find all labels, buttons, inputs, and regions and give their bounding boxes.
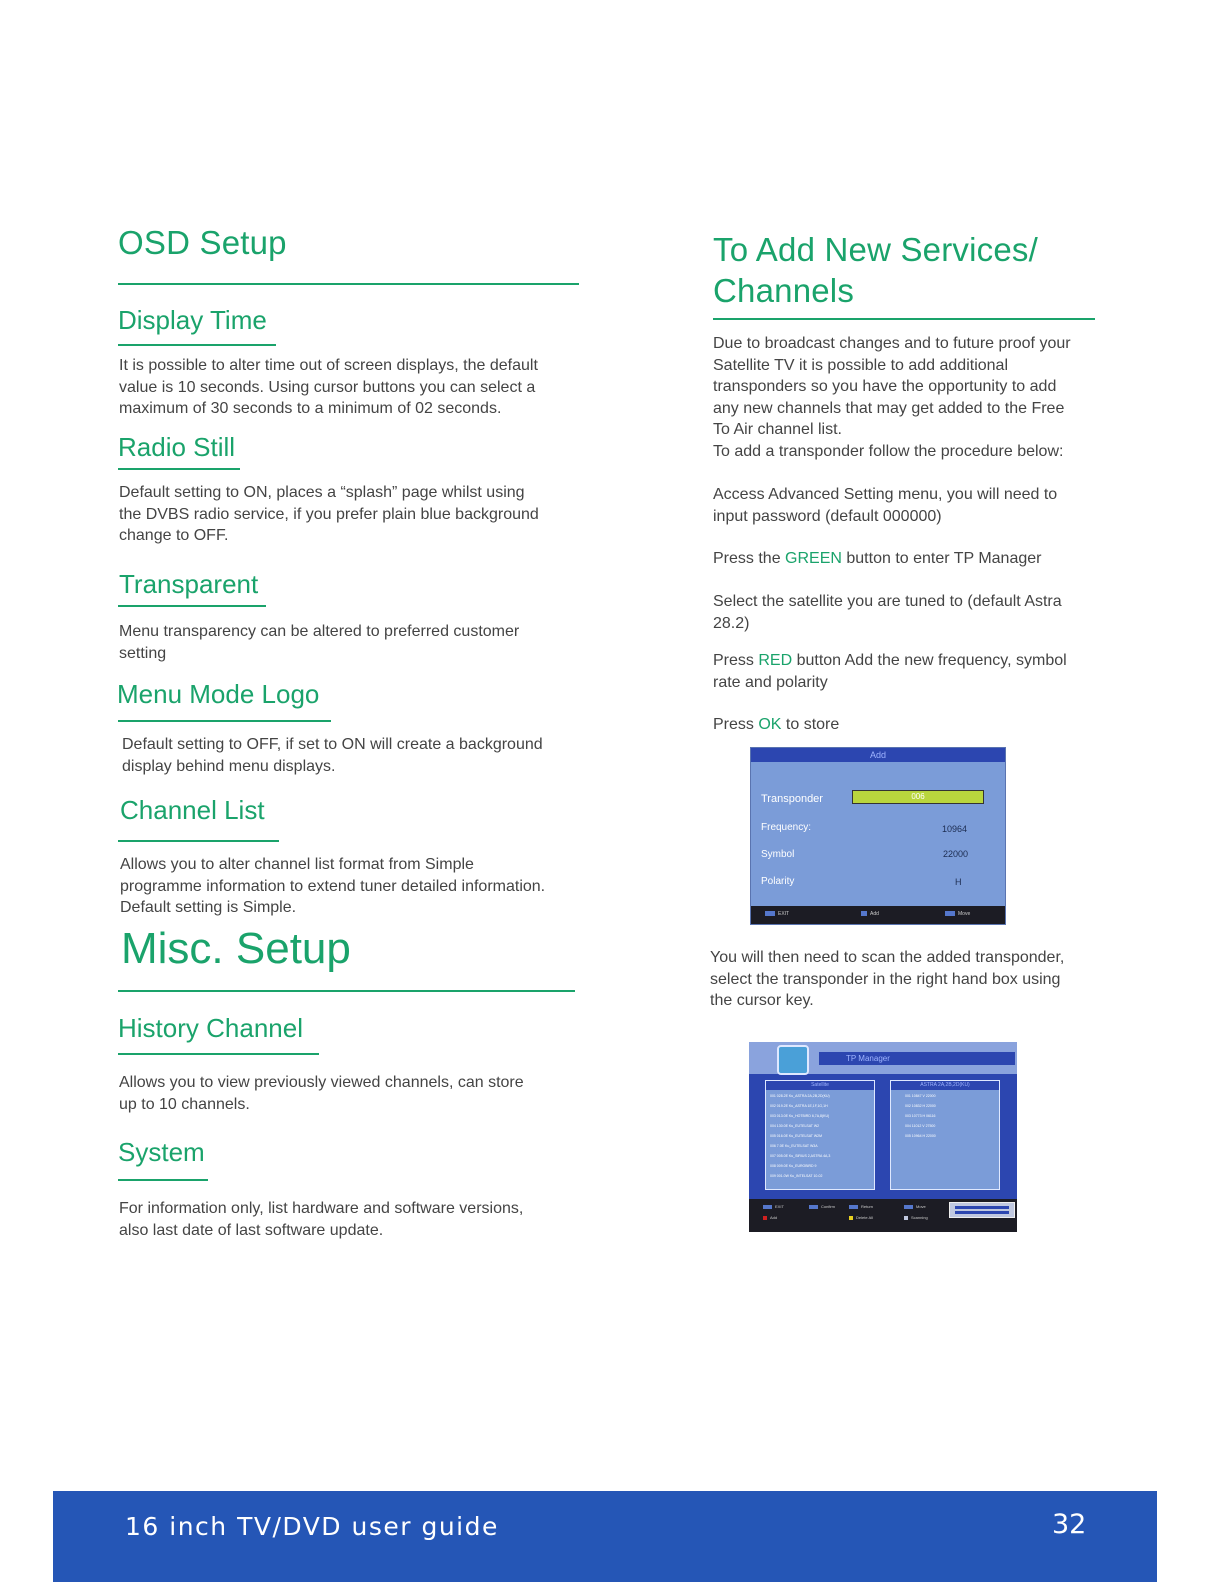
radio-still-rule: [118, 468, 240, 470]
system-heading: System: [118, 1137, 205, 1167]
return-key-label: Return: [861, 1204, 874, 1209]
transponder-field[interactable]: 006: [852, 790, 984, 804]
move-key-label: Move: [916, 1204, 926, 1209]
transparent-rule: [118, 605, 266, 607]
frequency-value[interactable]: 10964: [942, 824, 968, 834]
text-line: transponders so you have the opportunity to add: [713, 378, 1057, 395]
add-key-label: Add: [770, 1215, 778, 1220]
text-line: To Air channel list.: [713, 421, 842, 438]
exit-key-icon: [765, 911, 775, 916]
text-line: also last date of last software update.: [119, 1221, 384, 1239]
title-line: Channels: [713, 272, 855, 309]
radio-still-heading: Radio Still: [118, 432, 236, 462]
text-line: the DVBS radio service, if you prefer plain blue background: [119, 505, 539, 523]
blue-button-icon: [904, 1216, 908, 1220]
move-key[interactable]: [945, 911, 970, 919]
channel-list-rule: [118, 840, 279, 842]
step-access-text: [713, 484, 1057, 527]
list-item[interactable]: 003 10773 H 06116: [905, 1114, 936, 1118]
tp-manager-title: TP Manager: [819, 1052, 1015, 1065]
dialog-keybar: [751, 906, 1005, 924]
signal-meter: [949, 1202, 1015, 1218]
frequency-label: Frequency:: [761, 822, 812, 833]
list-item[interactable]: 002 10832 H 22000: [905, 1104, 936, 1108]
list-item[interactable]: 008 009.0E Ku_EUROBIRD 9: [770, 1164, 817, 1168]
list-item[interactable]: 004 11012 V 27500: [905, 1124, 936, 1128]
history-channel-heading: History Channel: [118, 1013, 303, 1043]
signal-quality-bar: [955, 1211, 1009, 1214]
arrow-keys-icon: [904, 1205, 913, 1209]
delete-all-key-label: Delete All: [856, 1215, 873, 1220]
red-key-label: RED: [758, 652, 793, 669]
list-item[interactable]: 002 019.2E Ku_ASTRA 1E,1F,1G,1H: [770, 1104, 828, 1108]
symbol-value[interactable]: 22000: [943, 849, 969, 859]
red-button-icon: [763, 1216, 767, 1220]
misc-setup-rule: [118, 990, 575, 992]
symbol-label: Symbol: [761, 849, 795, 860]
tp-manager-screen: [749, 1042, 1017, 1232]
text-line: programme information to extend tuner detailed information.: [120, 877, 546, 895]
text-line: maximum of 30 seconds to a minimum of 02 seconds.: [119, 400, 502, 417]
return-key-icon: [849, 1205, 858, 1209]
polarity-value[interactable]: H: [955, 877, 962, 887]
text-line: Default setting to ON, places a “splash” page whilst using: [119, 484, 525, 501]
text-line: Allows you to view previously viewed channels, can store: [119, 1074, 524, 1091]
channel-list-text: [120, 854, 545, 919]
add-services-title: [713, 229, 1038, 311]
radio-still-text: [119, 482, 539, 547]
scanning-key[interactable]: [904, 1215, 928, 1220]
menu-mode-logo-rule: [118, 720, 331, 722]
exit-key[interactable]: [763, 1204, 784, 1209]
transponder-list-title: ASTRA 2A,2B,2D(KU): [891, 1081, 999, 1090]
scanning-key-label: Scanning: [911, 1215, 928, 1220]
text-line: Satellite TV it is possible to add additional: [713, 356, 1008, 374]
text-fragment: Press the: [713, 550, 786, 567]
text-line: Menu transparency can be altered to preferred customer: [119, 623, 520, 640]
text-line: select the transponder in the right hand box using: [710, 970, 1061, 988]
text-line: 28.2): [713, 614, 750, 632]
delete-all-key[interactable]: [849, 1215, 873, 1220]
footer-title: 16 inch TV/DVD user guide: [125, 1512, 499, 1541]
history-channel-text: [119, 1072, 524, 1115]
ok-key-icon: [809, 1205, 818, 1209]
transponder-label: Transponder: [761, 793, 823, 805]
text-fragment: button Add the new frequency, symbol: [792, 652, 1067, 669]
exit-key[interactable]: [765, 911, 789, 919]
text-fragment: Press: [713, 716, 759, 733]
text-line: You will then need to scan the added transponder,: [710, 949, 1065, 966]
text-line: Select the satellite you are tuned to (default Astra: [713, 593, 1062, 610]
add-key[interactable]: [861, 911, 879, 919]
confirm-key-label: Confirm: [821, 1204, 836, 1209]
text-fragment: Press: [713, 652, 759, 669]
text-fragment: rate and polarity: [713, 673, 828, 691]
return-key[interactable]: [849, 1204, 873, 1209]
system-rule: [118, 1179, 208, 1181]
step-ok-text: [713, 714, 839, 736]
text-line: Default setting to OFF, if set to ON will create a background: [122, 736, 543, 753]
osd-setup-rule: [118, 283, 579, 285]
display-time-text: [119, 355, 538, 420]
step-red-text: [713, 650, 1067, 693]
transparent-text: [119, 621, 519, 664]
dialog-title: Add: [751, 748, 1005, 762]
text-line: Due to broadcast changes and to future proof your: [713, 335, 1071, 352]
list-item[interactable]: 001 10847 V 22000: [905, 1094, 936, 1098]
add-transponder-dialog: [750, 747, 1006, 925]
tp-header: [749, 1042, 1017, 1074]
polarity-label: Polarity: [761, 876, 795, 887]
move-key-label: Move: [958, 911, 971, 917]
system-text: [119, 1198, 523, 1241]
text-line: display behind menu displays.: [122, 757, 336, 775]
add-key[interactable]: [763, 1215, 777, 1220]
satellite-list-title: Satellite: [766, 1081, 874, 1090]
confirm-key[interactable]: [809, 1204, 835, 1209]
exit-key-icon: [763, 1205, 772, 1209]
text-fragment: button to enter TP Manager: [841, 550, 1042, 567]
ok-key-label: OK: [758, 716, 782, 733]
ok-key-icon: [861, 911, 867, 916]
list-item[interactable]: 009 001.0W Ku_INTELSAT 10-02: [770, 1174, 823, 1178]
osd-setup-title: OSD Setup: [118, 224, 287, 261]
text-line: any new channels that may get added to the Free: [713, 399, 1065, 417]
text-line: Allows you to alter channel list format from Simple: [120, 856, 474, 873]
title-line: To Add New Services/: [713, 231, 1038, 268]
menu-mode-logo-text: [122, 734, 543, 777]
text-line: It is possible to alter time out of screen displays, the default: [119, 357, 538, 374]
text-line: change to OFF.: [119, 527, 229, 544]
add-key-label: Add: [870, 911, 879, 917]
satellite-list-box[interactable]: [765, 1080, 875, 1190]
transponder-list-box[interactable]: [890, 1080, 1000, 1190]
satellite-icon: [777, 1045, 809, 1075]
signal-strength-bar: [955, 1206, 1009, 1209]
exit-key-label: EXIT: [778, 911, 790, 917]
list-item[interactable]: 005 016.0E Ku_EUTELSAT W2M: [770, 1134, 823, 1138]
green-key-label: GREEN: [785, 550, 842, 567]
text-line: the cursor key.: [710, 992, 814, 1009]
step-select-text: [713, 591, 1062, 634]
scan-text: [710, 947, 1064, 1012]
list-item[interactable]: 004 130.0E Ku_EUTELSAT W2: [770, 1124, 820, 1128]
add-services-rule: [713, 318, 1095, 320]
text-line: To add a transponder follow the procedure below:: [713, 442, 1064, 460]
list-item[interactable]: 006 7.0E Ku_EUTELSAT W3A: [770, 1144, 818, 1148]
text-line: setting: [119, 644, 167, 662]
list-item[interactable]: 003 013.0E Ku_HOTBIRD 6,7A,8(KU): [770, 1114, 830, 1118]
text-line: Access Advanced Setting menu, you will need to: [713, 486, 1058, 503]
exit-key-label: EXIT: [775, 1204, 784, 1209]
yellow-button-icon: [849, 1216, 853, 1220]
text-line: up to 10 channels.: [119, 1095, 250, 1113]
list-item[interactable]: 001 028.2E Ku_ASTRA 2A,2B,2D(KU): [770, 1094, 830, 1098]
misc-setup-title: Misc. Setup: [121, 924, 351, 973]
arrow-keys-icon: [945, 911, 955, 916]
text-fragment: to store: [781, 716, 840, 733]
step-green-text: [713, 548, 1041, 570]
tp-keybar: [749, 1199, 1017, 1232]
history-channel-rule: [118, 1053, 319, 1055]
text-line: value is 10 seconds. Using cursor buttons you can select a: [119, 378, 536, 396]
list-item[interactable]: 007 005.0E Ku_SIRIUS 2,ASTRA 4A,3: [770, 1154, 831, 1158]
menu-mode-logo-heading: Menu Mode Logo: [117, 679, 320, 709]
text-line: For information only, list hardware and software versions,: [119, 1200, 524, 1217]
text-line: input password (default 000000): [713, 507, 942, 525]
page-number: 32: [1052, 1509, 1087, 1540]
transparent-heading: Transparent: [119, 569, 259, 599]
intro-text: [713, 333, 1071, 462]
list-item[interactable]: 005 10964 H 22000: [905, 1134, 936, 1138]
channel-list-heading: Channel List: [120, 795, 265, 825]
display-time-heading: Display Time: [118, 305, 267, 335]
display-time-rule: [118, 344, 276, 346]
move-key[interactable]: [904, 1204, 926, 1209]
text-line: Default setting is Simple.: [120, 899, 297, 916]
